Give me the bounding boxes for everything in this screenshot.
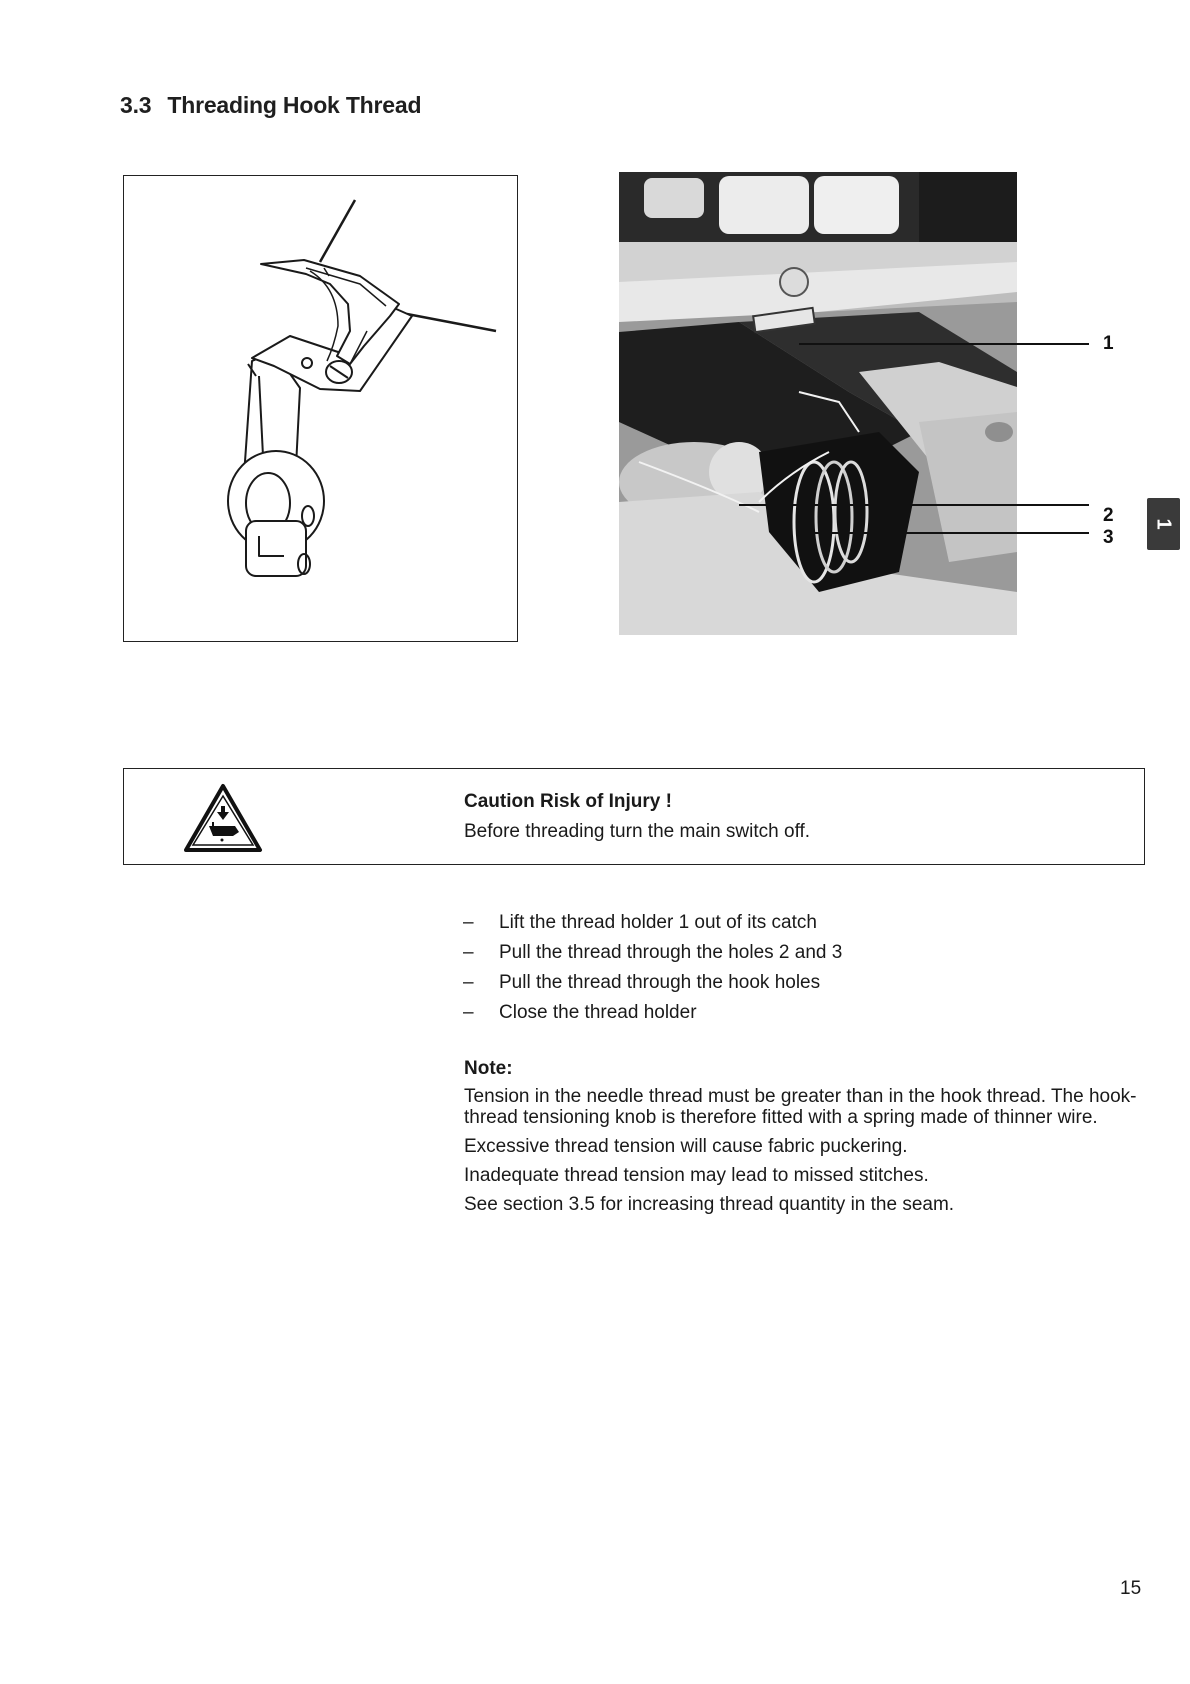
- list-item: [463, 908, 842, 938]
- note-body: [464, 1086, 1144, 1223]
- note-paragraph: Tension in the needle thread must be greater than in the hook thread. The hook-thread tensioning knob is therefore fitted with a spring made of thinner wire.: [464, 1086, 1137, 1128]
- caution-title: Caution Risk of Injury !: [464, 791, 672, 812]
- callout-3: 3: [1103, 527, 1114, 548]
- note-paragraph: See section 3.5 for increasing thread quantity in the seam.: [464, 1194, 955, 1215]
- section-heading: [120, 92, 421, 119]
- list-item: [463, 998, 842, 1028]
- step-text: Pull the thread through the holes 2 and 3: [499, 942, 843, 963]
- chapter-tab-label: 1: [1153, 518, 1175, 530]
- list-dash: –: [463, 972, 474, 993]
- callout-1: 1: [1103, 333, 1114, 354]
- step-text: Pull the thread through the hook holes: [499, 972, 821, 993]
- note-heading: Note:: [464, 1058, 513, 1079]
- step-text: Lift the thread holder 1 out of its catch: [499, 912, 817, 933]
- list-item: [463, 938, 842, 968]
- list-dash: –: [463, 1002, 474, 1023]
- section-number: 3.3: [120, 92, 152, 118]
- page-number: 15: [1120, 1578, 1142, 1599]
- caution-text: Before threading turn the main switch off.: [464, 821, 811, 842]
- warning-hand-crush-icon: [183, 782, 263, 854]
- list-dash: –: [463, 912, 474, 933]
- threading-steps-list: [463, 908, 842, 1028]
- chapter-tab: [1147, 498, 1180, 550]
- list-dash: –: [463, 942, 474, 963]
- step-text: Close the thread holder: [499, 1002, 697, 1023]
- callout-leaders: [619, 172, 1099, 552]
- note-paragraph: Excessive thread tension will cause fabric puckering.: [464, 1136, 908, 1157]
- note-paragraph: Inadequate thread tension may lead to missed stitches.: [464, 1165, 929, 1186]
- hook-drawing-figure: [123, 175, 518, 642]
- caution-box: [123, 768, 1145, 865]
- looper-hook-illustration: [124, 176, 519, 643]
- section-title: Threading Hook Thread: [167, 92, 422, 118]
- callout-2: 2: [1103, 505, 1114, 526]
- list-item: [463, 968, 842, 998]
